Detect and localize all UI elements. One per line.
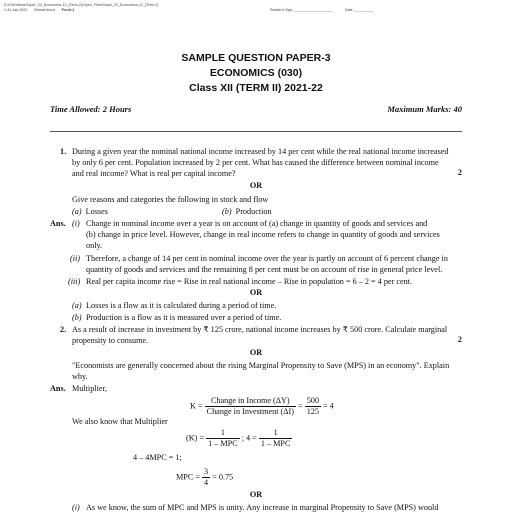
q2-line-2: propensity to consume.: [72, 336, 149, 345]
k-denominator: Change in Investment (ΔI): [206, 407, 294, 416]
time-allowed: Time Allowed: 2 Hours: [50, 104, 132, 114]
ans1-a-text: Losses is a flow as it is calculated during a period of time.: [86, 301, 277, 310]
q2-alt-line-1: "Economists are generally concerned about the rising Marginal Propensity to Save (MPS) in an economy". Explain: [72, 361, 450, 370]
ans1-i-line-1: Change in nominal income over a year is on account of (a) change in quantity of goods and services and: [86, 219, 428, 228]
q2-alt-line-2: why.: [72, 372, 88, 381]
ans2-or: OR: [249, 490, 263, 499]
print-info-header: [4, 8, 80, 12]
ans1-ii-label: (ii): [70, 254, 81, 263]
k2-denominator: 1 – MPC: [208, 439, 238, 448]
file-path-header: [4, 3, 164, 7]
q1-number: 1.: [60, 147, 67, 156]
q1-line-3: and real income? What is real per capital income?: [72, 169, 236, 178]
k-equals: =: [298, 401, 303, 411]
ans1-b-text: Production is a flow as it is measured over a period of time.: [86, 313, 282, 322]
k2-numerator: 1: [206, 428, 240, 439]
k2-fraction: [206, 428, 240, 449]
meta-row: [50, 104, 462, 114]
date-field: Date __________: [345, 8, 374, 12]
mpc-result: = 0.75: [212, 472, 234, 482]
k-value-fraction: [305, 396, 321, 417]
ans2-multiplier: Multiplier,: [72, 384, 107, 393]
mpc-fraction: [202, 467, 210, 488]
maximum-marks: Maximum Marks: 40: [387, 104, 462, 114]
k3-denominator: 1 – MPC: [260, 439, 291, 448]
q1-b-label: (b): [222, 207, 232, 216]
q2-marks: 2: [457, 335, 462, 344]
author-name: Bharat Arora: [34, 8, 55, 12]
ans1-or: OR: [249, 288, 263, 297]
ans1-ii-line-2: quantity of goods and services and the remaining 8 per cent must be on account of rise in general price level.: [86, 265, 443, 274]
k-value-num: 500: [306, 396, 319, 405]
ans2-step3: 4 – 4MPC = 1;: [133, 453, 182, 462]
divider: [50, 131, 462, 132]
file-path: D:\Full Marks\Super_20_Economics-12_(Term-2)\Open_Files\Super_20_Economics-12_(Term-2): [4, 3, 159, 7]
k-fraction: [205, 396, 296, 417]
mpc-lhs: MPC =: [176, 472, 200, 482]
q2-number: 2.: [60, 325, 67, 334]
k2-formula: [186, 428, 292, 449]
q1-option-b: [222, 206, 272, 217]
k2-lhs: (K) =: [186, 433, 205, 443]
mpc-formula: [176, 467, 233, 488]
ans1-label: Ans.: [50, 219, 66, 228]
k-numerator: Change in Income (ΔY): [205, 396, 296, 407]
paper-title: SAMPLE QUESTION PAPER-3: [181, 52, 331, 64]
mpc-numerator: 3: [204, 467, 209, 476]
q2-or: OR: [249, 348, 263, 357]
k-lhs: K =: [190, 401, 203, 411]
ans1-ii-line-1: Therefore, a change of 14 per cent in nominal income over the year is partly on account of 6 percent change in: [86, 254, 448, 263]
q1-marks: 2: [457, 168, 462, 177]
q1-a-label: (a): [72, 207, 82, 216]
q1-line-2: by only 6 per cent. Population increased by 2 per cent. What has caused the difference between nominal income: [72, 158, 439, 167]
ans2-last-label: (i): [72, 503, 80, 512]
q1-b-text: Production: [235, 207, 272, 216]
q1-a-text: Losses: [85, 207, 108, 216]
ans1-i-line-2: (b) change in price level. However, change in real income refers to change in quantity of goods and services: [86, 230, 440, 239]
k3-numerator: 1: [259, 428, 293, 439]
ans2-label: Ans.: [50, 384, 66, 393]
ans2-last-line: As we know, the sum of MPC and MPS is unity. Any increase in marginal Propensity to Save (MPS) would: [86, 503, 439, 512]
mpc-denominator: 4: [204, 478, 209, 487]
class-title: Class XII (TERM II) 2021-22: [189, 82, 323, 94]
q2-line-1: As a result of increase in investment by ₹ 125 crore, national income increases by ₹ 500 crore. Calculate marginal: [72, 325, 448, 334]
ans1-i-label: (i): [72, 219, 80, 228]
k-formula: [190, 396, 334, 417]
proof-label: Proof-1: [61, 8, 75, 12]
q1-option-a: [72, 206, 108, 217]
print-date: 1-31-Jan-2022: [4, 8, 28, 12]
ans1-a-label: (a): [72, 301, 82, 310]
ans1-iii-line: Real per capita income rise = Rise in real national income – Rise in population = 6 – 2 = 4 per cent.: [86, 277, 413, 286]
q1-alt: Give reasons and categories the following in stock and flow: [72, 195, 269, 204]
ans1-iii-label: (iii): [68, 277, 81, 286]
subject-title: ECONOMICS (030): [209, 67, 303, 79]
ans1-b-label: (b): [72, 313, 82, 322]
k-result: = 4: [323, 401, 334, 411]
k3-fraction: [259, 428, 293, 449]
q1-or: OR: [249, 181, 263, 190]
q1-line-1: During a given year the nominal national income increased by 14 per cent while the real national income increased: [72, 147, 449, 156]
ans2-also: We also know that Multiplier: [72, 417, 168, 426]
ans1-i-line-3: only.: [86, 241, 103, 250]
reader-sign: Reader's Sign ____________________: [270, 8, 334, 12]
k-value-den: 125: [306, 407, 319, 416]
k2-semi: ; 4 =: [241, 433, 257, 443]
